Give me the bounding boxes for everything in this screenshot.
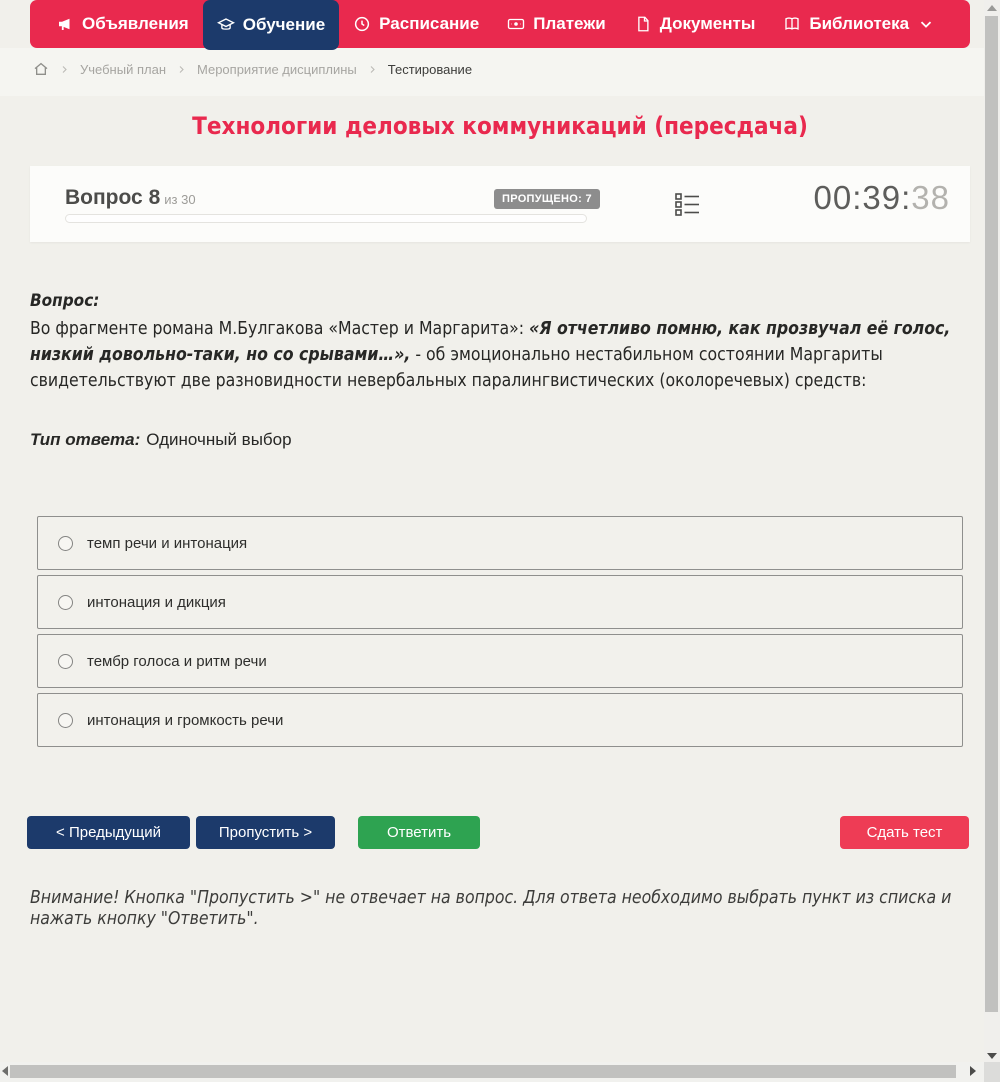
timer <box>814 179 950 217</box>
submit-test-button[interactable]: Сдать тест <box>840 816 969 849</box>
answer-type-row <box>30 430 292 450</box>
previous-button[interactable]: < Предыдущий <box>27 816 190 849</box>
question-progress-bar <box>65 214 587 223</box>
scrollbar-corner <box>984 1062 1000 1082</box>
nav-item-label: Платежи <box>533 14 606 33</box>
nav-item-schedule[interactable] <box>339 0 493 48</box>
nav-item-label: Библиотека <box>809 14 910 33</box>
nav-item-label: Обучение <box>242 15 326 34</box>
answer-option-label: интонация и громкость речи <box>87 711 284 729</box>
question-text-before: Во фрагменте романа М.Булгакова «Мастер и Маргарита»: <box>30 319 530 339</box>
nav-item-label: Документы <box>659 14 756 33</box>
horizontal-scrollbar-thumb[interactable] <box>10 1065 956 1078</box>
scroll-left-arrow-icon[interactable] <box>2 1066 8 1076</box>
breadcrumb-item-testing: Тестирование <box>387 61 473 77</box>
skip-button[interactable]: Пропустить > <box>196 816 335 849</box>
nav-item-label: Расписание <box>379 14 480 33</box>
breadcrumb-item-discipline-event[interactable]: Мероприятие дисциплины <box>197 61 357 77</box>
question-label: Вопрос: <box>30 291 100 311</box>
nav-item-label: Объявления <box>82 14 189 33</box>
nav-item-announcements[interactable] <box>42 0 203 48</box>
breadcrumb-separator-icon <box>60 65 69 74</box>
answer-button[interactable]: Ответить <box>358 816 480 849</box>
answer-option-label: темп речи и интонация <box>87 534 248 552</box>
clock-icon <box>353 15 371 33</box>
answer-options <box>37 516 963 747</box>
vertical-scrollbar-thumb[interactable] <box>985 16 998 1012</box>
page-title: Технологии деловых коммуникаций (пересдача) <box>192 112 808 140</box>
nav-item-learning[interactable] <box>203 0 339 50</box>
horizontal-scrollbar[interactable] <box>0 1062 984 1082</box>
question-number-text: Вопрос 8 <box>65 186 161 209</box>
skip-warning-notice: Внимание! Кнопка "Пропустить >" не отвечает на вопрос. Для ответа необходимо выбрать пункт из списка и нажать кнопку "Ответить". <box>30 888 952 929</box>
answer-option-1[interactable] <box>37 516 963 570</box>
nav-item-library[interactable] <box>769 0 949 48</box>
breadcrumb-item-curriculum[interactable]: Учебный план <box>80 61 166 77</box>
question-total: из 30 <box>164 192 196 207</box>
radio-icon[interactable] <box>58 713 73 728</box>
scroll-right-arrow-icon[interactable] <box>970 1066 976 1076</box>
radio-icon[interactable] <box>58 595 73 610</box>
top-nav <box>30 0 970 48</box>
breadcrumb <box>33 61 472 77</box>
answer-option-label: интонация и дикция <box>87 593 226 611</box>
radio-icon[interactable] <box>58 654 73 669</box>
answer-type-label: Тип ответа: <box>30 430 141 449</box>
timer-minutes: 00:39: <box>813 179 912 216</box>
answer-option-3[interactable] <box>37 634 963 688</box>
answer-option-label: тембр голоса и ритм речи <box>87 652 267 670</box>
nav-item-documents[interactable] <box>620 0 770 48</box>
question-number <box>65 186 196 210</box>
scroll-down-arrow-icon[interactable] <box>987 1053 997 1059</box>
timer-seconds: 38 <box>911 179 950 216</box>
document-icon <box>634 15 652 33</box>
vertical-scrollbar[interactable] <box>984 0 1000 1062</box>
question-list-icon[interactable] <box>674 191 701 218</box>
question-text-after: - об эмоционально нестабильном состоянии Маргариты свидетельствуют две разновидности невербальных паралингвистических (околоречевых) средств: <box>30 345 883 391</box>
banknote-icon <box>507 15 525 33</box>
question-text <box>30 316 965 394</box>
answer-option-2[interactable] <box>37 575 963 629</box>
question-quote: «Я отчетливо помню, как прозвучал её голос, низкий довольно-таки, но со срывами…», <box>30 319 951 365</box>
question-status-card <box>30 166 970 242</box>
breadcrumb-separator-icon <box>368 65 377 74</box>
answer-option-4[interactable] <box>37 693 963 747</box>
megaphone-icon <box>56 15 74 33</box>
answer-type-value: Одиночный выбор <box>146 430 292 449</box>
nav-item-payments[interactable] <box>493 0 620 48</box>
scroll-up-arrow-icon[interactable] <box>987 5 997 11</box>
skipped-badge: ПРОПУЩЕНО: 7 <box>494 189 600 209</box>
action-buttons-row <box>27 816 969 849</box>
book-icon <box>783 15 801 33</box>
graduation-cap-icon <box>217 16 235 34</box>
home-icon[interactable] <box>33 61 49 77</box>
breadcrumb-separator-icon <box>177 65 186 74</box>
chevron-down-icon <box>917 15 935 33</box>
radio-icon[interactable] <box>58 536 73 551</box>
